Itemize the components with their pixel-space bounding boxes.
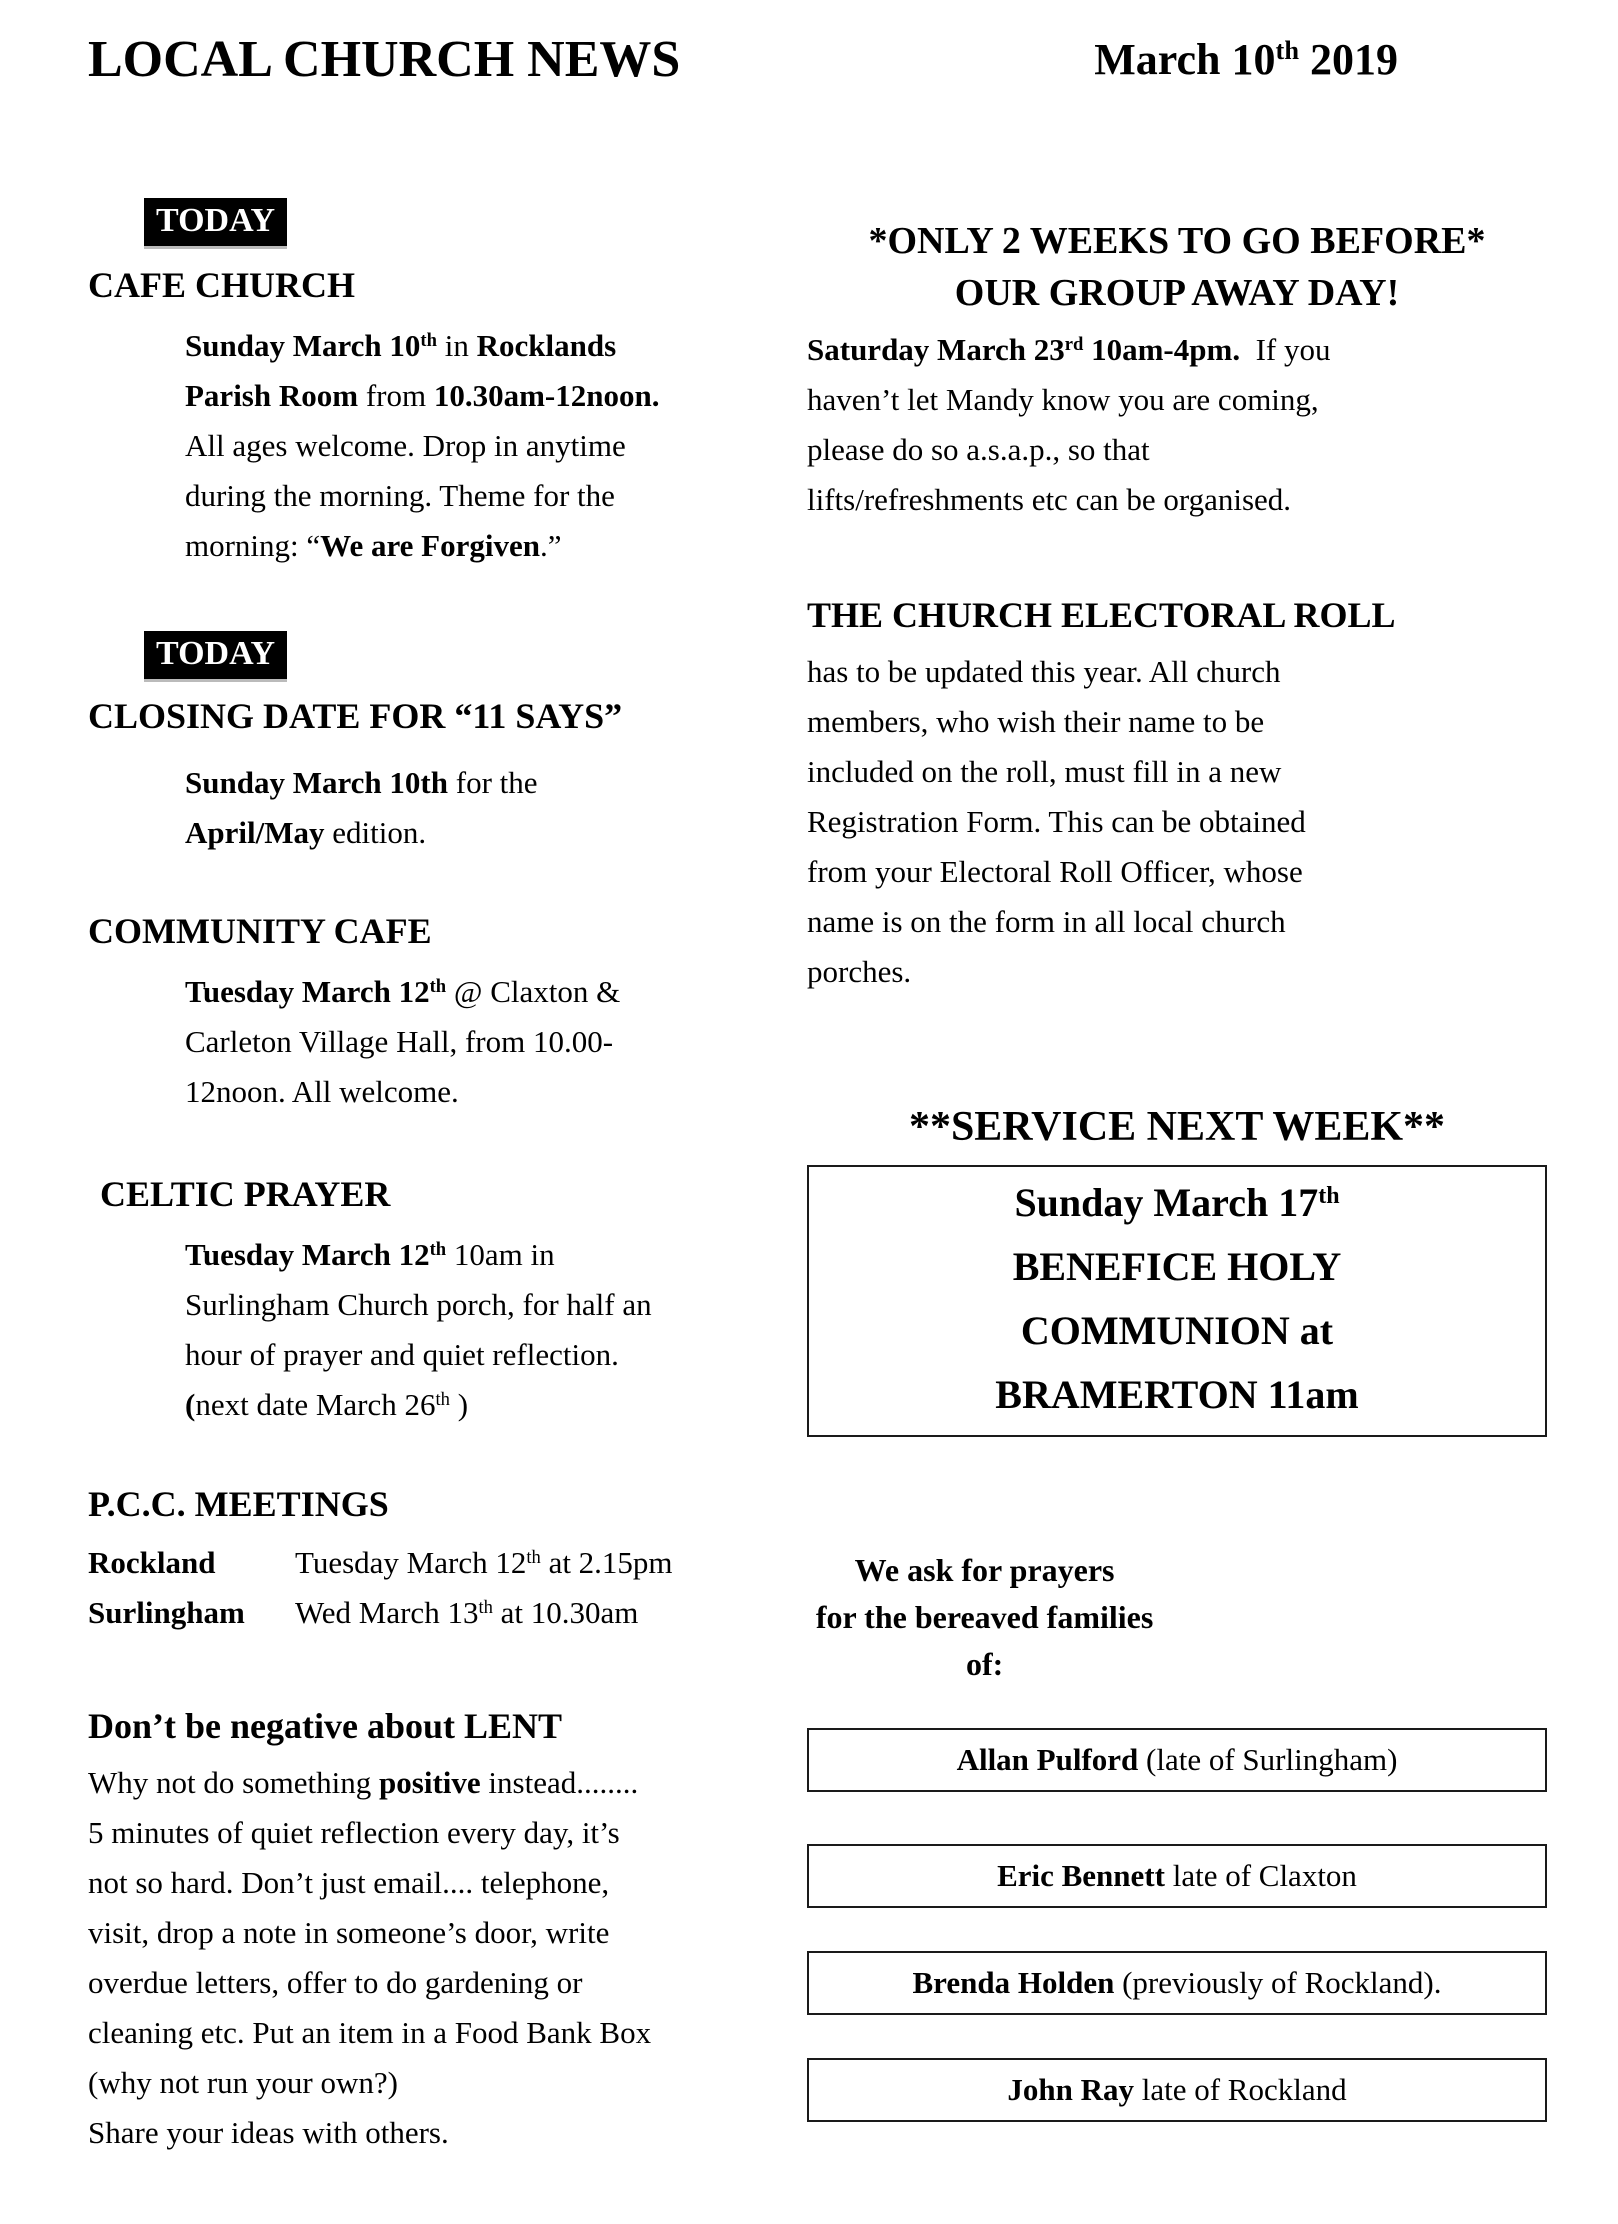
section-heading-celtic-prayer: CELTIC PRAYER [100,1174,391,1214]
pcc-meeting-row [88,1538,793,1588]
community-cafe-paragraph: Tuesday March 12th @ Claxton & Carleton Village Hall, from 10.00- 12noon. All welcome. [185,974,621,1109]
pcc-meeting-row [88,1588,793,1638]
section-heading-pcc-meetings: P.C.C. MEETINGS [88,1484,389,1524]
bereaved-name-box: Brenda Holden (previously of Rockland). [807,1951,1547,2015]
pcc-location: Surlingham [88,1595,245,1630]
electoral-roll-paragraph: has to be updated this year. All church members, who wish their name to be included on the roll, must fill in a new Registration Form. This can be obtained from your Electoral Roll Officer, whose name is on the form in all local church porches. [807,654,1306,989]
section-heading-electoral-roll: THE CHURCH ELECTORAL ROLL [807,595,1396,635]
page-title: LOCAL CHURCH NEWS [88,31,681,88]
celtic-prayer-paragraph: Tuesday March 12th 10am in Surlingham Church porch, for half an hour of prayer and quiet reflection. (next date March 26th ) [185,1237,652,1422]
closing-date-paragraph: Sunday March 10th for the April/May edition. [185,765,538,850]
pcc-location: Rockland [88,1545,216,1580]
prayers-intro: We ask for prayers for the bereaved families of: [815,1552,1154,1682]
two-column-body [88,94,1568,2158]
cafe-church-paragraph: Sunday March 10th in Rocklands Parish Room from 10.30am-12noon. All ages welcome. Drop in anytime during the morning. Theme for the morning: “We are Forgiven.” [185,328,660,563]
today-badge: TODAY [144,631,287,682]
section-heading-lent: Don’t be negative about LENT [88,1706,563,1746]
left-column [88,94,793,2158]
section-heading-community-cafe: COMMUNITY CAFE [88,911,432,951]
pcc-datetime: Wed March 13th at 10.30am [295,1595,639,1630]
today-badge: TODAY [144,198,287,249]
away-day-paragraph: Saturday March 23rd 10am-4pm. If you haven’t let Mandy know you are coming, please do so a.s.a.p., so that lifts/refreshments etc can be organised. [807,332,1331,517]
masthead [88,30,1568,94]
bereaved-name-box: John Ray late of Rockland [807,2058,1547,2122]
service-next-week-box: Sunday March 17th BENEFICE HOLY COMMUNION at BRAMERTON 11am [807,1165,1547,1437]
service-next-week-heading: **SERVICE NEXT WEEK** [908,1104,1446,1150]
lent-paragraph: Why not do something positive instead........ 5 minutes of quiet reflection every day, it’s not so hard. Don’t just email.... telephone, visit, drop a note in someone’s door, write overdue letters, offer to do gardening or cleaning etc. Put an item in a Food Bank Box (why not run your own?) Share your ideas with others. [88,1765,652,2150]
page-date: March 10th 2019 [1094,35,1398,84]
bereaved-name-box: Allan Pulford (late of Surlingham) [807,1728,1547,1792]
bereaved-name-box: Eric Bennett late of Claxton [807,1844,1547,1908]
section-heading-closing-date: CLOSING DATE FOR “11 SAYS” [88,696,623,736]
section-heading-away-day: *ONLY 2 WEEKS TO GO BEFORE* OUR GROUP AWAY DAY! [868,220,1486,314]
right-column [807,94,1547,2122]
pcc-meetings-list [88,1538,793,1638]
pcc-datetime: Tuesday March 12th at 2.15pm [295,1545,673,1580]
section-heading-cafe-church: CAFE CHURCH [88,265,355,305]
